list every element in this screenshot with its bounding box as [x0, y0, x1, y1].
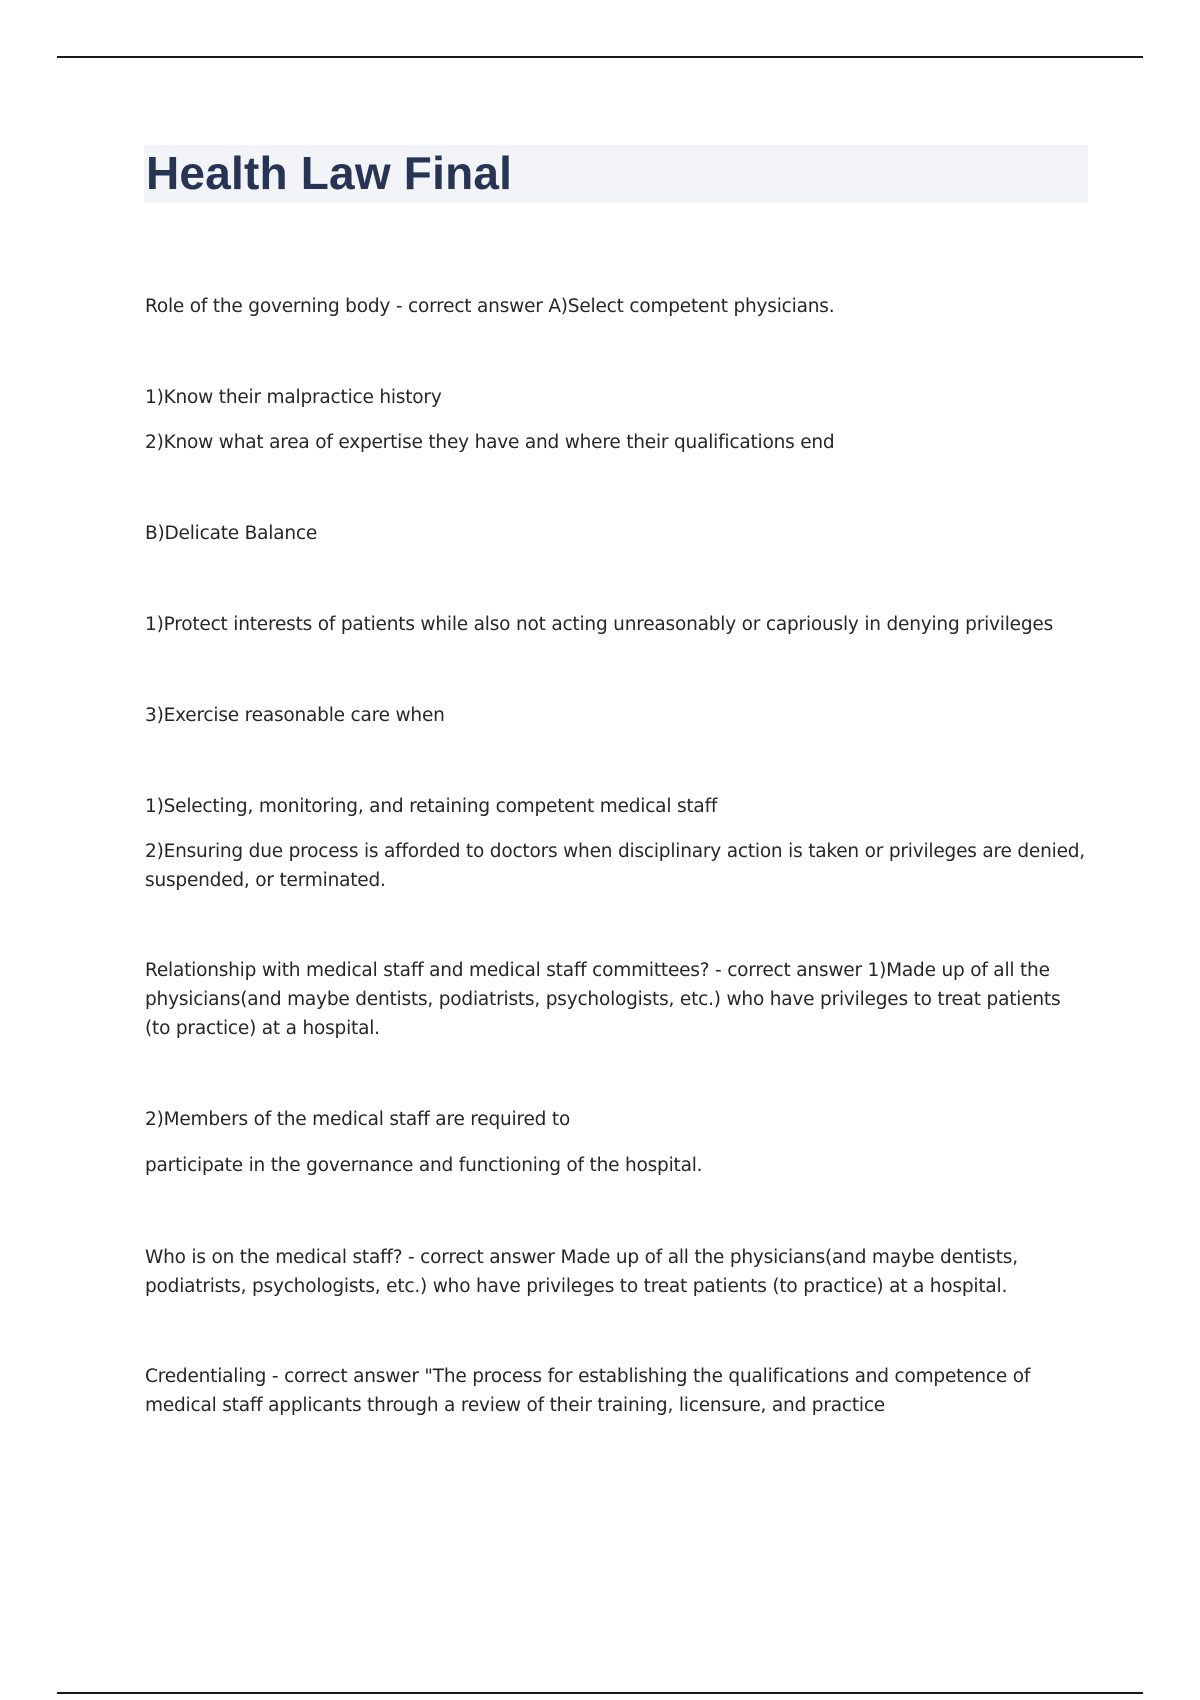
- paragraph-malpractice-history: 1)Know their malpractice history: [145, 387, 442, 408]
- bottom-divider: [57, 1692, 1143, 1694]
- paragraph-who-medical-staff: Who is on the medical staff? - correct answer Made up of all the physicians(and maybe dentists, podiatrists, psychologists, etc.) who have privileges to treat patients (to practice) at a hospital.: [145, 1247, 1018, 1297]
- paragraph-protect-interests: 1)Protect interests of patients while also not acting unreasonably or capriously in denying privileges: [145, 614, 1054, 635]
- paragraph-delicate-balance: B)Delicate Balance: [145, 523, 318, 544]
- paragraph-credentialing: Credentialing - correct answer "The process for establishing the qualifications and competence of medical staff applicants through a review of their training, licensure, and practice: [145, 1366, 1031, 1416]
- paragraph-governance: participate in the governance and functioning of the hospital.: [145, 1155, 703, 1176]
- paragraph-due-process: 2)Ensuring due process is afforded to doctors when disciplinary action is taken or privileges are denied, suspended, or terminated.: [145, 841, 1085, 891]
- paragraph-selecting-staff: 1)Selecting, monitoring, and retaining competent medical staff: [145, 796, 718, 817]
- paragraph-governing-body: Role of the governing body - correct answer A)Select competent physicians.: [145, 296, 835, 317]
- paragraph-relationship-medical-staff: Relationship with medical staff and medical staff committees? - correct answer 1)Made up of all the physicians(and maybe dentists, podiatrists, psychologists, etc.) who have privileges to treat patients (to practice) at a hospital.: [145, 960, 1061, 1039]
- top-divider: [57, 56, 1143, 58]
- paragraph-expertise: 2)Know what area of expertise they have and where their qualifications end: [145, 432, 835, 453]
- document-title: Health Law Final: [146, 147, 513, 199]
- paragraph-reasonable-care: 3)Exercise reasonable care when: [145, 705, 445, 726]
- paragraph-members-required: 2)Members of the medical staff are required to: [145, 1109, 571, 1130]
